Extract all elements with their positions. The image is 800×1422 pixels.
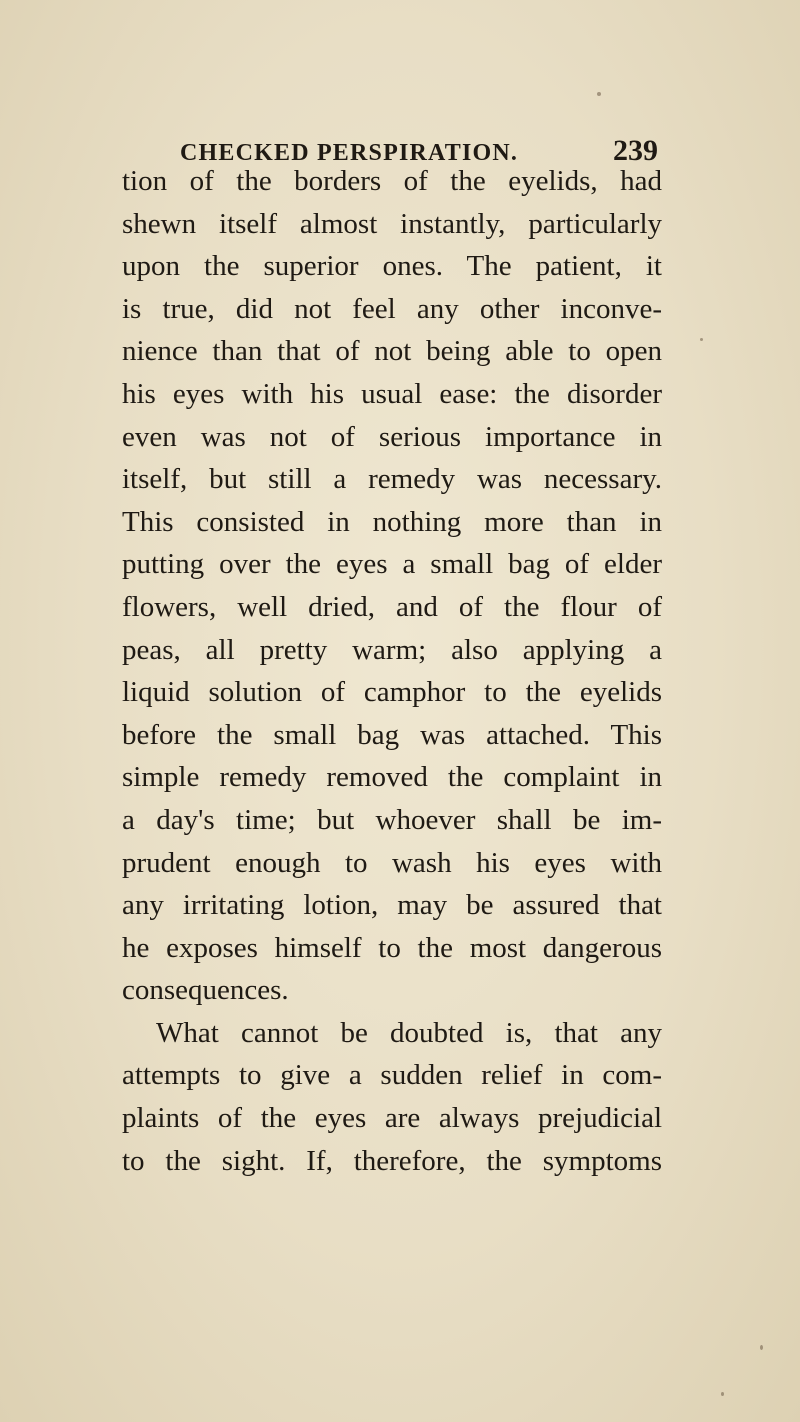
- text-line: upon the superior ones. The patient, it: [122, 250, 662, 283]
- text-line: to the sight. If, therefore, the symptoms: [122, 1144, 662, 1177]
- paper-speck: [700, 338, 703, 341]
- text-line: his eyes with his usual ease: the disorder: [122, 377, 662, 410]
- page-number: 239: [613, 134, 658, 167]
- text-line: consequences.: [122, 974, 289, 1007]
- text-line: This consisted in nothing more than in: [122, 505, 662, 538]
- paper-speck: [597, 92, 601, 96]
- paper-speck: [721, 1392, 724, 1396]
- body-text: [122, 160, 662, 1182]
- text-line: even was not of serious importance in: [122, 420, 662, 453]
- text-line: shewn itself almost instantly, particularly: [122, 207, 662, 240]
- text-line: What cannot be doubted is, that any: [156, 1016, 662, 1049]
- text-line: he exposes himself to the most dangerous: [122, 931, 662, 964]
- text-line: plaints of the eyes are always prejudicial: [122, 1102, 662, 1135]
- text-line: any irritating lotion, may be assured that: [122, 889, 662, 922]
- paper-speck: [760, 1345, 763, 1350]
- text-line: liquid solution of camphor to the eyelids: [122, 676, 662, 709]
- text-line: before the small bag was attached. This: [122, 718, 662, 751]
- running-title: CHECKED PERSPIRATION.: [180, 140, 519, 166]
- text-line: peas, all pretty warm; also applying a: [122, 633, 662, 666]
- text-line: prudent enough to wash his eyes with: [122, 846, 662, 879]
- text-line: nience than that of not being able to open: [122, 335, 662, 368]
- text-line: tion of the borders of the eyelids, had: [122, 165, 662, 197]
- text-line: flowers, well dried, and of the flour of: [122, 590, 662, 623]
- text-line: itself, but still a remedy was necessary.: [122, 463, 662, 496]
- text-line: simple remedy removed the complaint in: [122, 761, 662, 794]
- text-line: putting over the eyes a small bag of elder: [122, 548, 662, 581]
- text-line: attempts to give a sudden relief in com-: [122, 1059, 662, 1092]
- text-line: a day's time; but whoever shall be im-: [122, 803, 662, 836]
- text-line: is true, did not feel any other inconve-: [122, 292, 662, 325]
